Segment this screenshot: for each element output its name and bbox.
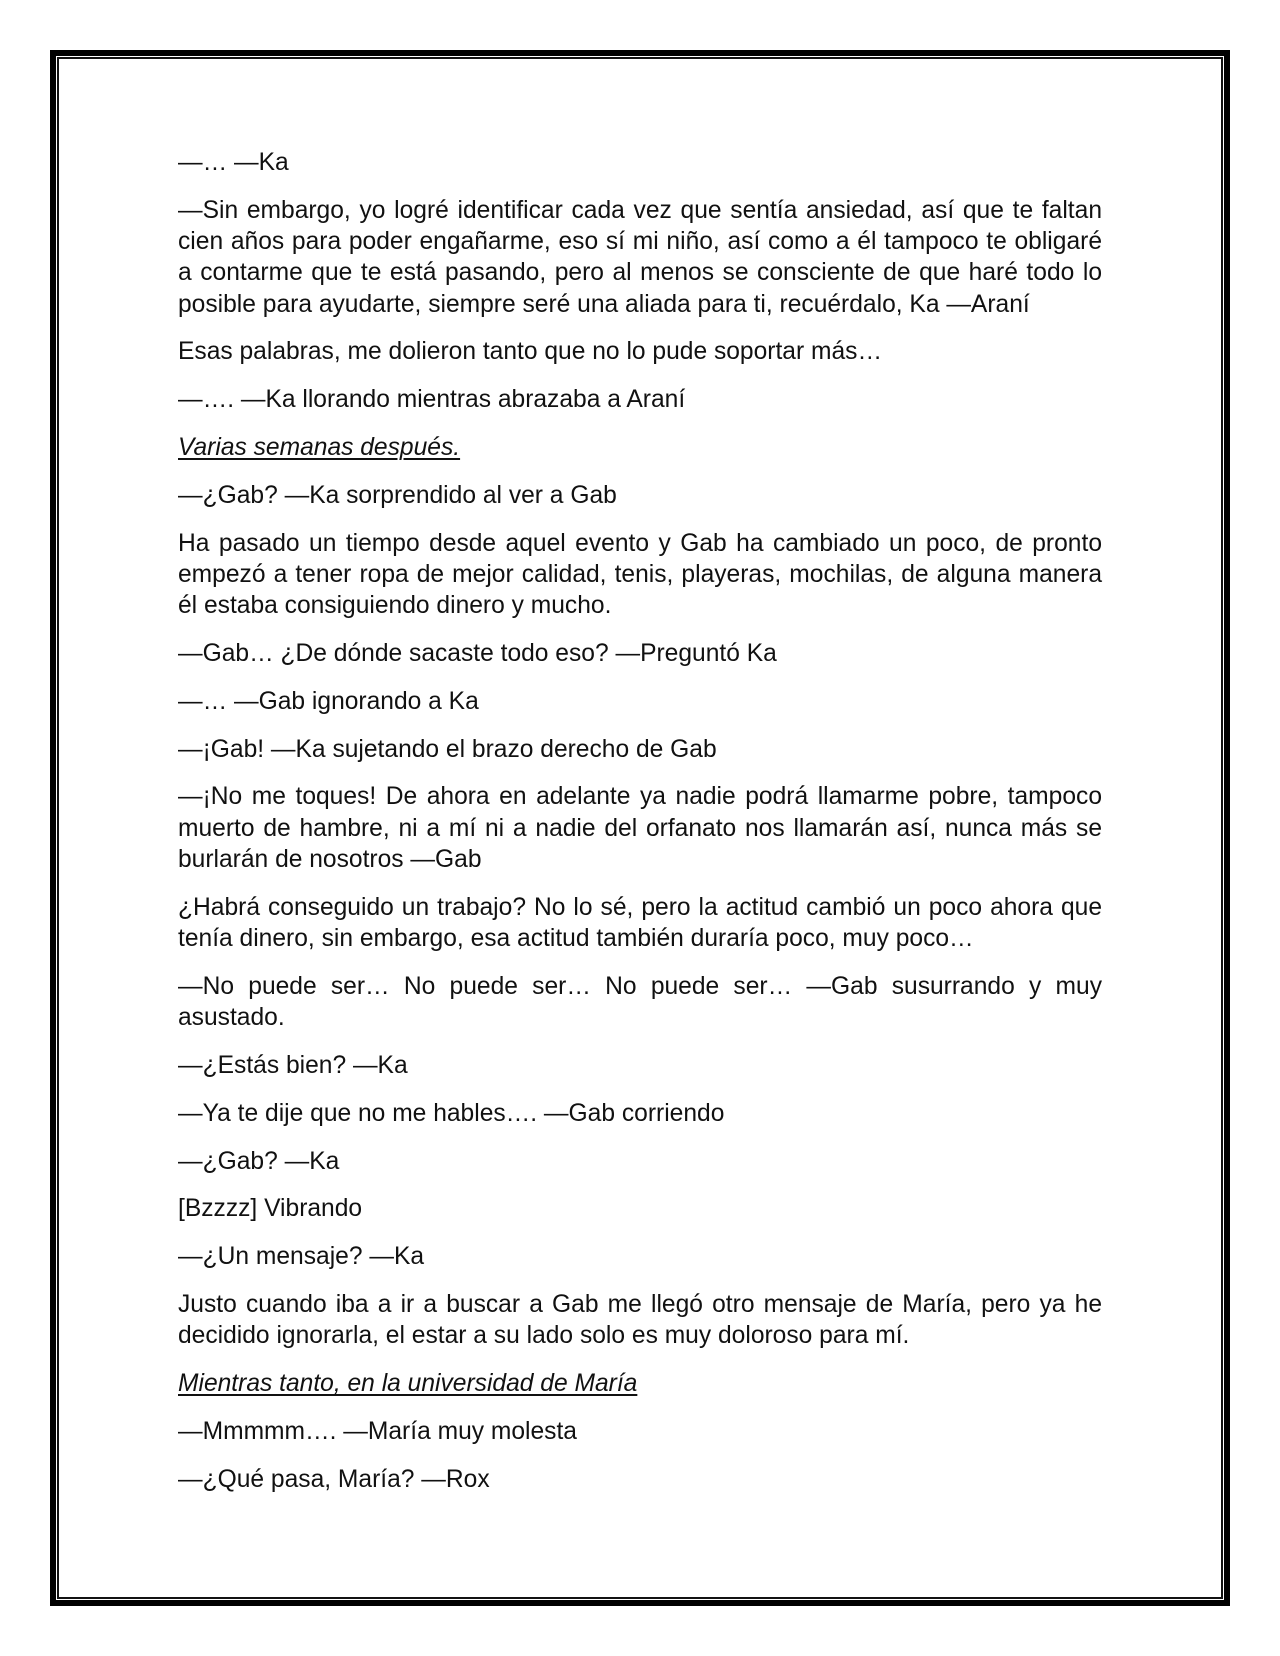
- paragraph-dialogue: —¿Un mensaje? —Ka: [178, 1243, 425, 1271]
- paragraph-dialogue: —… —Gab ignorando a Ka: [178, 687, 479, 715]
- paragraph-dialogue: —…. —Ka llorando mientras abrazaba a Araní: [178, 386, 686, 414]
- paragraph-dialogue: —Ya te dije que no me hables…. —Gab corriendo: [178, 1099, 725, 1127]
- paragraph-dialogue: —Gab… ¿De dónde sacaste todo eso? —Preguntó Ka: [178, 640, 777, 668]
- paragraph-narration: [Bzzzz] Vibrando: [178, 1195, 363, 1223]
- page-body: [178, 147, 1102, 1512]
- paragraph-narration: ¿Habrá conseguido un trabajo? No lo sé, pero la actitud cambió un poco ahora que tenía dinero, sin embargo, esa actitud también duraría poco, muy poco…: [178, 893, 1102, 953]
- paragraph-dialogue: —¡Gab! —Ka sujetando el brazo derecho de Gab: [178, 735, 717, 763]
- paragraph-dialogue: —¡No me toques! De ahora en adelante ya nadie podrá llamarme pobre, tampoco muerto de hambre, ni a mí ni a nadie del orfanato nos llamarán así, nunca más se burlarán de nosotros —Gab: [178, 783, 1102, 874]
- paragraph-narration: Esas palabras, me dolieron tanto que no lo pude soportar más…: [178, 338, 883, 366]
- paragraph-dialogue: —No puede ser… No puede ser… No puede ser… —Gab susurrando y muy asustado.: [178, 972, 1102, 1032]
- paragraph-dialogue: —¿Gab? —Ka sorprendido al ver a Gab: [178, 481, 617, 509]
- paragraph-narration: Justo cuando iba a ir a buscar a Gab me llegó otro mensaje de María, pero ya he decidido ignorarla, el estar a su lado solo es muy doloroso para mí.: [178, 1291, 1102, 1350]
- paragraph-dialogue: —Mmmmm…. —María muy molesta: [178, 1417, 577, 1445]
- paragraph-dialogue: —¿Gab? —Ka: [178, 1147, 340, 1175]
- scene-heading: Mientras tanto, en la universidad de María: [178, 1370, 638, 1398]
- scene-heading: Varias semanas después.: [178, 434, 461, 462]
- paragraph-dialogue: —¿Qué pasa, María? —Rox: [178, 1465, 490, 1493]
- paragraph-dialogue: —… —Ka: [178, 149, 289, 176]
- paragraph-dialogue: —¿Estás bien? —Ka: [178, 1052, 408, 1080]
- paragraph-narration: Ha pasado un tiempo desde aquel evento y Gab ha cambiado un poco, de pronto empezó a tener ropa de mejor calidad, tenis, playeras, mochilas, de alguna manera él estaba consiguiendo dinero y mucho.: [178, 529, 1102, 620]
- paragraph-dialogue: —Sin embargo, yo logré identificar cada vez que sentía ansiedad, así que te faltan cien años para poder engañarme, eso sí mi niño, así como a él tampoco te obligaré a contarme que te está pasando, pero al menos se consciente de que haré todo lo posible para ayudarte, siempre seré una aliada para ti, recuérdalo, Ka —Araní: [178, 196, 1102, 318]
